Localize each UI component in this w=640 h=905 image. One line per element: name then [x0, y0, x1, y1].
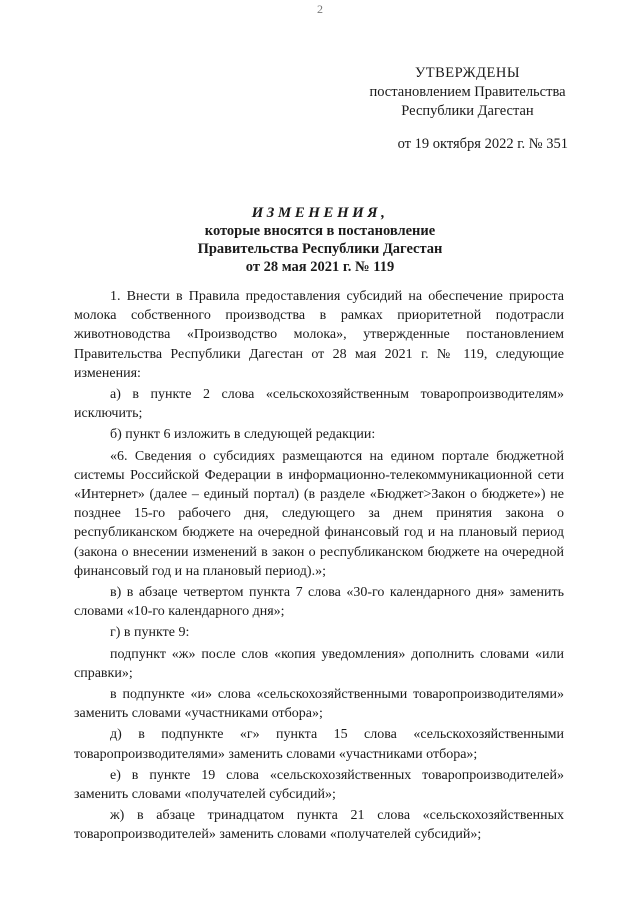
paragraph-1: 1. Внести в Правила предоставления субсидий на обеспечение прироста молока собственного производства в рамках приоритетной подотрасли животноводства «Производство молока», утвержденные постановлением Правительства Республики Дагестан от 28 мая 2021 г. № 119, следующие изменения: — [74, 289, 564, 381]
paragraph-4: «6. Сведения о субсидиях размещаются на едином портале бюджетной системы Российской Федерации в информационно-телекоммуникационной сети «Интернет» (далее – единый портал) (в разделе «Бюджет>Закон о бюджете») не позднее 15-го рабочего дня, следующего за днем принятия закона о республиканском бюджете на очередной финансовый год и на плановый период (закона о внесении изменений в закон о республиканском бюджете на очередной финансовый год и на плановый период).»; — [74, 448, 564, 579]
approval-block — [360, 64, 575, 121]
approval-line-2: Республики Дагестан — [401, 103, 534, 119]
heading-line-2: Правительства Республики Дагестан — [197, 241, 443, 257]
paragraph-2: а) в пункте 2 слова «сельскохозяйственным товаропроизводителям» исключить; — [74, 387, 564, 422]
document-heading — [0, 204, 640, 276]
approval-title: УТВЕРЖДЕНЫ — [414, 65, 521, 81]
paragraph-6: г) в пункте 9: — [110, 625, 190, 641]
heading-line-3: от 28 мая 2021 г. № 119 — [245, 259, 395, 275]
paragraph-3: б) пункт 6 изложить в следующей редакции: — [110, 427, 376, 443]
heading-line-1: которые вносятся в постановление — [204, 223, 436, 239]
paragraph-9: д) в подпункте «г» пункта 15 слова «сельскохозяйственными товаропроизводителями» заменить словами «участниками отбора»; — [74, 727, 564, 762]
page-number: 2 — [317, 2, 323, 16]
paragraph-5: в) в абзаце четвертом пункта 7 слова «30-го календарного дня» заменить словами «10-го календарного дня»; — [74, 585, 564, 620]
paragraph-7: подпункт «ж» после слов «копия уведомления» дополнить словами «или справки»; — [74, 646, 564, 681]
paragraph-10: е) в пункте 19 слова «сельскохозяйственных товаропроизводителей» заменить словами «получателей субсидий»; — [74, 767, 564, 803]
approval-date: от 19 октября 2022 г. № 351 — [397, 136, 568, 152]
paragraph-8: в подпункте «и» слова «сельскохозяйственными товаропроизводителями» заменить словами «участниками отбора»; — [74, 687, 564, 722]
approval-line-1: постановлением Правительства — [369, 84, 566, 100]
document-body — [74, 287, 564, 847]
heading-title: ИЗМЕНЕНИЯ, — [251, 205, 389, 221]
paragraph-11: ж) в абзаце тринадцатом пункта 21 слова «сельскохозяйственных товаропроизводителей» заменить словами «получателей субсидий»; — [74, 808, 564, 843]
